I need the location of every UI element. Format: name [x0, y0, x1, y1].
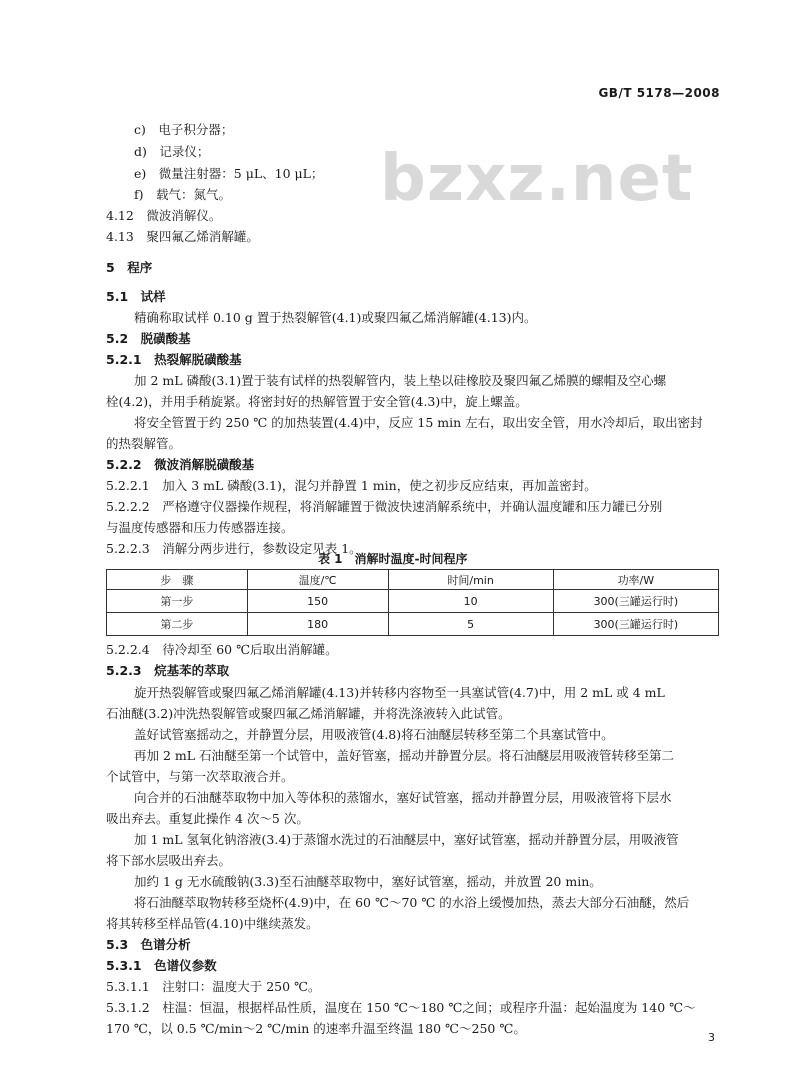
table-cell: 300(三罐运行时) [553, 613, 718, 636]
list-item-f: f) 载气：氮气。 [134, 187, 232, 202]
list-item-d: d) 记录仪； [134, 144, 210, 159]
heading-5-2-3: 5.2.3 烷基苯的萃取 [106, 663, 230, 678]
paragraph: 将安全管置于约 250 ℃ 的加热装置(4.4)中，反应 15 min 左右，取出安全管，用水冷却后，取出密封 [134, 415, 703, 430]
paragraph-cont: 170 ℃，以 0.5 ℃/min～2 ℃/min 的速率升温至终温 180 ℃～250 ℃。 [106, 1021, 526, 1036]
clause-5-2-2-4: 5.2.2.4 待冷却至 60 ℃后取出消解罐。 [106, 642, 338, 657]
paragraph: 旋开热裂解管或聚四氟乙烯消解罐(4.13)并转移内容物至一具塞试管(4.7)中，用 2 mL 或 4 mL [134, 685, 665, 700]
clause-5-3-1-1: 5.3.1.1 注射口：温度大于 250 ℃。 [106, 979, 321, 994]
clause-4-12: 4.12 微波消解仪。 [106, 208, 222, 223]
list-item-e: e) 微量注射器：5 μL、10 μL； [134, 166, 324, 181]
paragraph: 加 2 mL 磷酸(3.1)置于装有试样的热裂解管内，装上垫以硅橡胶及聚四氟乙烯膜的螺帽及空心螺 [134, 373, 667, 388]
table-cell: 5 [388, 613, 553, 636]
table-row [107, 590, 719, 613]
clause-5-2-2-1: 5.2.2.1 加入 3 mL 磷酸(3.1)，混匀并静置 1 min，使之初步反应结束，再加盖密封。 [106, 478, 597, 493]
paragraph-cont: 与温度传感器和压力传感器连接。 [106, 520, 294, 535]
table-cell: 300(三罐运行时) [553, 590, 718, 613]
paragraph: 加 1 mL 氢氧化钠溶液(3.4)于蒸馏水洗过的石油醚层中，塞好试管塞，摇动并静置分层，用吸液管 [134, 832, 679, 847]
paragraph-cont: 将其转移至样品管(4.10)中继续蒸发。 [106, 916, 319, 931]
paragraph: 精确称取试样 0.10 g 置于热裂解管(4.1)或聚四氟乙烯消解罐(4.13)内。 [134, 310, 537, 325]
table-cell: 10 [388, 590, 553, 613]
section-heading-5: 5 程序 [106, 260, 153, 275]
paragraph-cont: 个试管中，与第一次萃取液合并。 [106, 769, 294, 784]
list-item-c: c) 电子积分器； [134, 122, 234, 137]
table-header-cell: 温度/℃ [247, 570, 388, 590]
heading-5-3-1: 5.3.1 色谱仪参数 [106, 958, 217, 973]
paragraph: 将石油醚萃取物转移至烧杯(4.9)中，在 60 ℃～70 ℃ 的水浴上缓慢加热，蒸去大部分石油醚，然后 [134, 895, 690, 910]
parameter-table [106, 569, 719, 636]
table-cell: 150 [247, 590, 388, 613]
paragraph-cont: 栓(4.2)，并用手稍旋紧。将密封好的热解管置于安全管(4.3)中，旋上螺盖。 [106, 394, 528, 409]
clause-5-2-2-3: 5.2.2.3 消解分两步进行，参数设定见表 1。 [106, 541, 362, 556]
paragraph-cont: 石油醚(3.2)冲洗热裂解管或聚四氟乙烯消解罐，并将洗涤液转入此试管。 [106, 706, 511, 721]
table-cell: 第一步 [107, 590, 248, 613]
table-header-cell: 步 骤 [107, 570, 248, 590]
clause-5-3-1-2: 5.3.1.2 柱温：恒温，根据样品性质，温度在 150 ℃～180 ℃之间；或程序升温：起始温度为 140 ℃～ [106, 1000, 696, 1015]
standard-number: GB/T 5178—2008 [598, 86, 720, 100]
heading-5-2-2: 5.2.2 微波消解脱磺酸基 [106, 457, 255, 472]
table-row [107, 613, 719, 636]
heading-5-3: 5.3 色谱分析 [106, 937, 191, 952]
paragraph: 盖好试管塞摇动之，并静置分层，用吸液管(4.8)将石油醚层转移至第二个具塞试管中。 [134, 727, 614, 742]
table-header-cell: 时间/min [388, 570, 553, 590]
watermark: bzxz.net [380, 142, 694, 216]
paragraph-cont: 吸出弃去。重复此操作 4 次～5 次。 [106, 811, 309, 826]
table-header-row [107, 570, 719, 590]
heading-5-2-1: 5.2.1 热裂解脱磺酸基 [106, 352, 242, 367]
page-number: 3 [708, 1031, 715, 1044]
paragraph: 向合并的石油醚萃取物中加入等体积的蒸馏水，塞好试管塞，摇动并静置分层，用吸液管将下层水 [134, 790, 672, 805]
paragraph: 再加 2 mL 石油醚至第一个试管中，盖好管塞，摇动并静置分层。将石油醚层用吸液管转移至第二 [134, 748, 675, 763]
paragraph-cont: 将下部水层吸出弃去。 [106, 853, 232, 868]
table-caption: 表 1 消解时温度-时间程序 [318, 552, 468, 566]
table-cell: 第二步 [107, 613, 248, 636]
clause-5-2-2-2: 5.2.2.2 严格遵守仪器操作规程，将消解罐置于微波快速消解系统中，并确认温度罐和压力罐已分别 [106, 499, 663, 514]
heading-5-1: 5.1 试样 [106, 289, 166, 304]
heading-5-2: 5.2 脱磺酸基 [106, 331, 191, 346]
clause-4-13: 4.13 聚四氟乙烯消解罐。 [106, 229, 259, 244]
paragraph: 加约 1 g 无水硫酸钠(3.3)至石油醚萃取物中，塞好试管塞，摇动，并放置 20 min。 [134, 874, 602, 889]
table-cell: 180 [247, 613, 388, 636]
table-header-cell: 功率/W [553, 570, 718, 590]
paragraph-cont: 的热裂解管。 [106, 436, 182, 451]
